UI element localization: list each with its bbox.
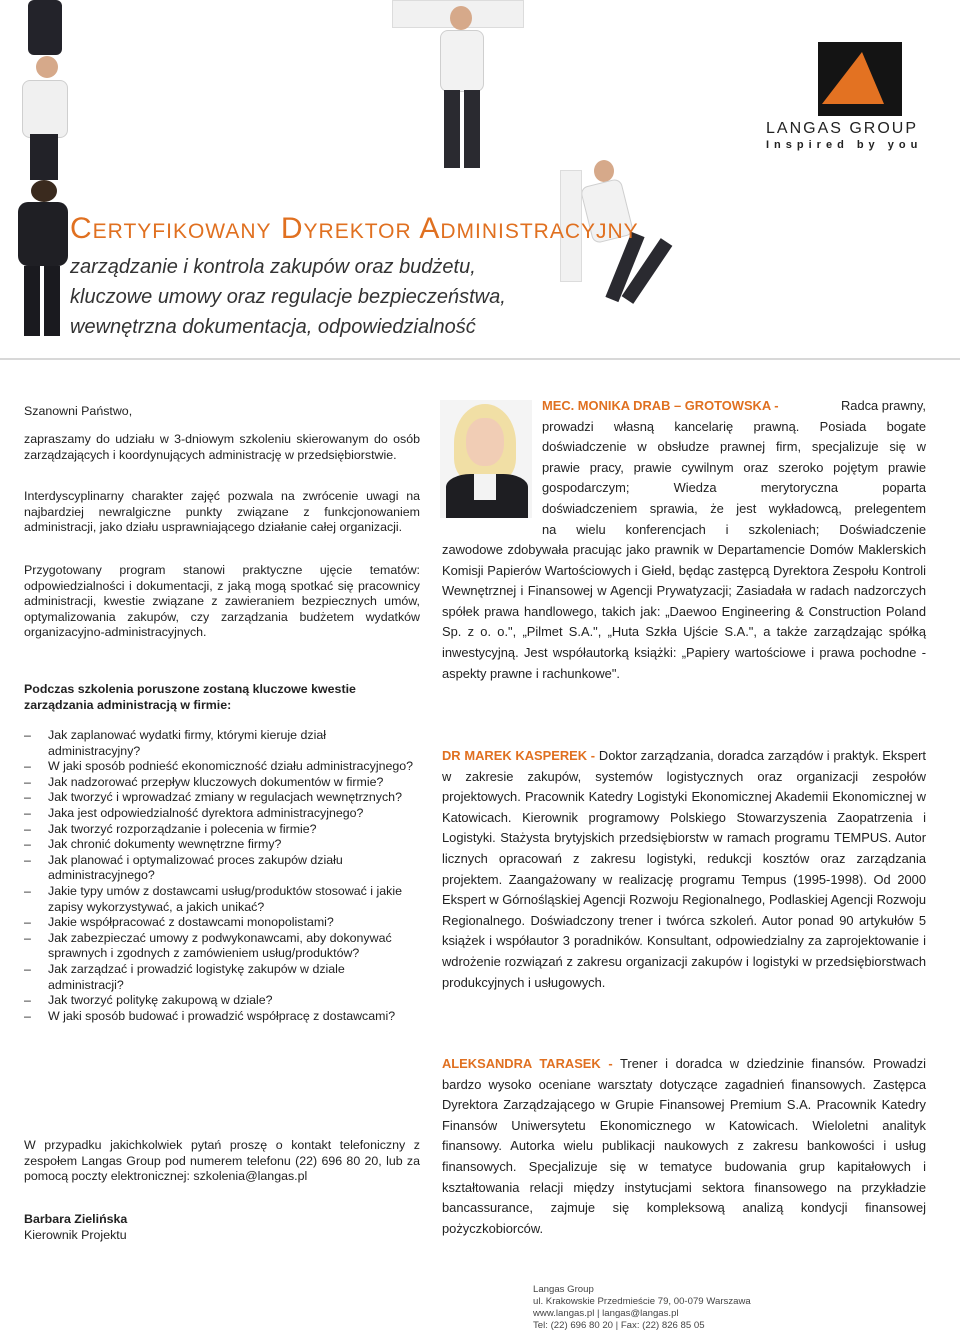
topic-item: – Jakie współpracować z dostawcami monopolistami? <box>24 915 420 931</box>
trainer-2-text: Doktor zarządzania, doradca zarządów i praktyk. Ekspert w zakresie zakupów, systemów logistycznych oraz organizacji zespołów projektowych. Pracownik Katedry Logistyki Ekonomicznej Akademii Ekonomicznej w Katowicach. Kierownik programowy Polskiego Stowarzyszenia Zaopatrzenia i Logistyki. Stażysta brytyjskich przedsiębiorstw w ramach programu TEMPUS. Autor licznych opracowań z zakresu logistyki, redukcji kosztów oraz zarządzania projektem. Zaangażowany w realizację programu Tempus (1995-1998). Od 2000 Ekspert w Górnośląskiej Agencji Rozwoju Regionalnego, Podlaskiej Agencji Rozwoju Regionalnego. Doświadczony trener i twórca szkoleń. Autor ponad 90 artykułów 5 książek i współautor 3 poradników. Konsultant, odpowiedzialny za zaprojektowanie i wdrożenie rozwiązań z zakresu organizacji zakupów i logistyki w przedsiębiorstwach produkcyjnych i usługowych. <box>442 748 926 990</box>
topic-item: – W jaki sposób budować i prowadzić współpracę z dostawcami? <box>24 1009 420 1025</box>
footer-phone: Tel: (22) 696 80 20 | Fax: (22) 826 85 05 <box>533 1320 705 1331</box>
salutation: Szanowni Państwo, <box>24 404 133 418</box>
topic-item: – Jak zabezpieczać umowy z podwykonawcami, aby dokonywać sprawnych i zgodnych z zamówieniem usług/produktów? <box>24 931 420 962</box>
footer-address: ul. Krakowskie Przedmieście 79, 00-079 Warszawa <box>533 1296 751 1307</box>
intro-paragraph: zapraszamy do udziału w 3-dniowym szkoleniu skierowanym do osób zarządzających i koordynujących administrację w przedsiębiorstwie. <box>24 432 420 462</box>
subtitle-line-2: kluczowe umowy oraz regulacje bezpieczeństwa, <box>70 286 506 308</box>
topic-item: – W jaki sposób podnieść ekonomiczność działu administracyjnego? <box>24 759 420 775</box>
topic-item: – Jakie typy umów z dostawcami usług/produktów stosować i jakie zapisy wykorzystywać, a jakich unikać? <box>24 884 420 915</box>
topic-item: – Jak zaplanować wydatki firmy, którymi kieruje dział administracyjny? <box>24 728 420 759</box>
program-paragraph: Przygotowany program stanowi praktyczne ujęcie tematów: odpowiedzialności i dokumentacji, z jaką mogą spotkać się pracownicy administracji, kwestie związane z zawieraniem bezpiecznych umów, optymalizowania zakupów, czy zarządzania budżetem wydatków organizacyjno-administracyjnych. <box>24 563 420 639</box>
logo-tagline: Inspired by you <box>766 139 923 151</box>
topic-item: – Jak planować i optymalizować proces zakupów działu administracyjnego? <box>24 853 420 884</box>
topic-item: – Jaka jest odpowiedzialność dyrektora administracyjnego? <box>24 806 420 822</box>
trainer-1-line: doświadczeniem sprawia, że jest wykładowcą, prelegentem <box>542 500 926 516</box>
topic-item: – Jak zarządzać i prowadzić logistykę zakupów w dziale administracji? <box>24 962 420 993</box>
trainer-2-name: DR MAREK KASPEREK - <box>442 748 596 763</box>
subtitle-line-3: wewnętrzna dokumentacja, odpowiedzialność <box>70 316 476 338</box>
subtitle-line-1: zarządzanie i kontrola zakupów oraz budżetu, <box>70 256 476 278</box>
trainer-1-line: Radca prawny, <box>840 398 926 413</box>
trainer-1-line: doświadczenie w obsłudze prawnej firm, specjalizuje się w <box>542 439 926 455</box>
trainer-1-line: gospodarczym; Wiedza merytoryczna poparta <box>542 480 926 496</box>
contact-paragraph: W przypadku jakichkolwiek pytań proszę o kontakt telefoniczny z zespołem Langas Group pod numerem telefonu (22) 696 80 20, lub za pomocą poczty elektronicznej: szkolenia@langas.pl <box>24 1138 420 1183</box>
trainer-1-line: na wielu konferencjach i szkoleniach; Doświadczenie <box>542 521 926 537</box>
trainer-1-line: prowadzi własną kancelarię prawną. Posiada bogate <box>542 418 926 434</box>
header-divider <box>0 358 960 360</box>
trainer-1-name: MEC. MONIKA DRAB – GROTOWSKA - <box>542 398 779 413</box>
bird-icon <box>822 52 884 104</box>
topic-item: – Jak tworzyć i wprowadzać zmiany w regulacjach wewnętrznych? <box>24 790 420 806</box>
trainer-2-bio <box>442 746 926 993</box>
signature-role: Kierownik Projektu <box>24 1228 127 1242</box>
signature-name: Barbara Zielińska <box>24 1212 128 1226</box>
topics-list <box>24 728 420 1024</box>
trainer-photo <box>440 400 532 518</box>
footer-company: Langas Group <box>533 1284 594 1295</box>
topic-item: – Jak nadzorować przepływ kluczowych dokumentów w firmie? <box>24 775 420 791</box>
trainer-1-line: prawie pracy, prawie cywilnym oraz szeroko pojętym prawie <box>542 459 926 475</box>
trainer-1-bio: zawodowe zdobywała pracując jako prawnik w Departamencie Domów Maklerskich Komisji Papierów Wartościowych i Giełd, będąc zastępcą Dyrektora Zespołu Kontroli Wewnętrznej i Finansowej w Agencji Prywatyzacji; Zasiadała w radach nadzorczych spółek prawa handlowego, takich jak: „Daewoo Engineering & Construction Poland Sp. z o. o.", „Pilmet S.A.", „Huta Szkła Ujście S.A.", a także zarządzając spółką inwestycyjną. Jest współautorką książki: „Papiery wartościowe i prawa pochodne - aspekty prawne i rachunkowe". <box>442 542 926 681</box>
trainer-1-intro <box>542 396 926 540</box>
trainer-3-name: ALEKSANDRA TARASEK - <box>442 1056 613 1071</box>
footer <box>533 1284 751 1332</box>
trainer-3-bio <box>442 1054 926 1239</box>
page-title: Certyfikowany Dyrektor Administracyjny <box>70 212 639 245</box>
topic-item: – Jak tworzyć rozporządzanie i polecenia w firmie? <box>24 822 420 838</box>
topic-item: – Jak chronić dokumenty wewnętrzne firmy? <box>24 837 420 853</box>
trainer-3-text: Trener i doradca w dziedzinie finansów. Prowadzi bardzo wysoko oceniane warsztaty dotyczące zagadnień finansowych. Zastępca Dyrektora Zarządzającego w Grupie Finansowej Premium S.A. Pracownik Katedry Finansów Uniwersytetu Ekonomicznego w Katowicach. Wieloletni analityk finansowy. Autorka wielu publikacji naukowych z zakresu bankowości i usług finansowych. Specjalizuje się w tematyce budowania grup kapitałowych i kształtowania relacji między instytucjami sektora finansowego na przykładzie bancassurance, zajmuje się kompleksową analizą kondycji finansowej pożyczkobiorców. <box>442 1056 927 1236</box>
topics-heading: Podczas szkolenia poruszone zostaną kluczowe kwestie zarządzania administracją w firmie: <box>24 682 356 712</box>
topic-item: – Jak tworzyć politykę zakupową w dziale? <box>24 993 420 1009</box>
logo-name: LANGAS GROUP <box>766 120 919 137</box>
description-paragraph: Interdyscyplinarny charakter zajęć pozwala na zwrócenie uwagi na najbardziej newralgiczne punkty związane z funkcjonowaniem administracji, jako działu usprawniającego działanie całej organizacji. <box>24 489 420 534</box>
footer-web: www.langas.pl | langas@langas.pl <box>533 1308 679 1319</box>
